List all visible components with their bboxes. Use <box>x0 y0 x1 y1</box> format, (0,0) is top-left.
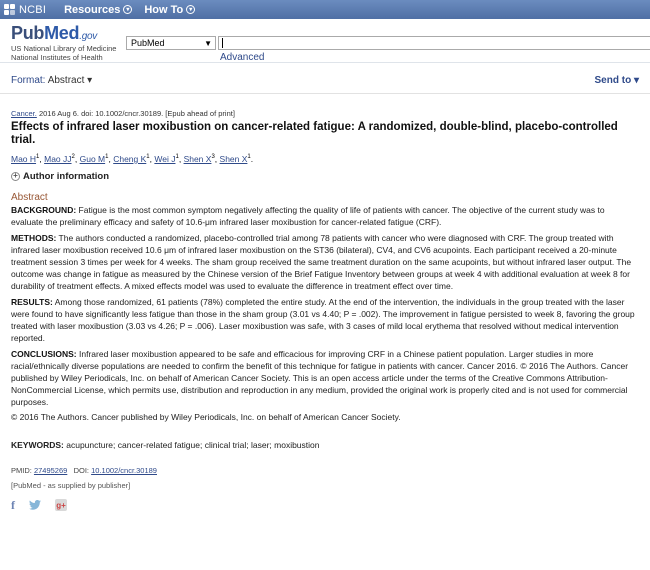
section-text: The authors conducted a randomized, placebo-controlled trial among 78 patients with cancer who were diagnosed with CRF. The group treated with infrared laser moxibustion received 10.6 μm of infrared laser moxibustion on the ST36 (bilateral), CV4, and CV6 acupoints. Each participant received a 20-minute treatment session 3 times per week for 4 weeks. The sham group received the same treatment duration on the same acupoints, but without infrared laser output. The outcome was change in fatigue as measured by the Chinese version of the Brief Fatigue Inventory between groups at week 4 with additional evaluation at week 8 for durability of treatment effects. A mixed effects model was used to evaluate the difference in treatment effect over time. <box>11 232 632 291</box>
section-label: BACKGROUND: <box>11 204 77 215</box>
section-text: Infrared laser moxibustion appeared to be safe and efficacious for improving CRF in a Chinese patient population. Larger studies in more racial/ethnically diverse populations are needed to confirm the benefit of this technique for fatigue in patients with cancer. Cancer 2016. © 2016 The Authors. Cancer published by Wiley Periodicals, Inc. on behalf of American Cancer Society. This is an open access article under the terms of the Creative Commons Attribution-NonCommercial License, which permits use, distribution and reproduction in any medium, provided the original work is properly cited and is not used for commercial purposes. <box>11 348 629 407</box>
section-label: RESULTS: <box>11 296 53 307</box>
expand-plus-icon: + <box>11 172 20 181</box>
author-link[interactable]: Mao JJ <box>44 153 72 164</box>
nlm-line: US National Library of Medicine <box>11 44 117 53</box>
logo-gov: .gov <box>79 31 97 42</box>
article-ids <box>11 466 639 475</box>
format-value: Abstract <box>47 75 85 86</box>
ncbi-logo[interactable] <box>4 4 46 16</box>
format-selector[interactable] <box>11 75 92 86</box>
author-link[interactable]: Shen X <box>183 153 212 164</box>
abstract-results <box>11 296 639 344</box>
copyright-notice: © 2016 The Authors. Cancer published by Wiley Periodicals, Inc. on behalf of American Cancer Society. <box>11 411 401 422</box>
publication-status: [PubMed - as supplied by publisher] <box>11 480 131 490</box>
section-label: CONCLUSIONS: <box>11 348 77 359</box>
section-label: METHODS: <box>11 232 57 243</box>
chevron-down-icon: ▾ <box>186 5 195 14</box>
how-to-menu-label: How To <box>144 3 184 16</box>
send-to-menu[interactable] <box>595 75 639 86</box>
format-label: Format: <box>11 75 46 86</box>
abstract-methods <box>11 232 639 292</box>
keywords-list: acupuncture; cancer-related fatigue; clinical trial; laser; moxibustion <box>63 439 320 450</box>
article-title: Effects of infrared laser moxibustion on cancer-related fatigue: A randomized, double-blind, placebo-controlled trial. <box>11 121 618 146</box>
section-text: Among those randomized, 61 patients (78%) completed the entire study. At the end of the intervention, the individuals in the group treated with the laser were found to have significantly less fatigue than those in the sham group (3.01 vs 4.40; P = .002). The improvement in fatigue persisted to week 8, favoring the group treated with laser moxibustion (3.03 vs 4.26; P = .006). Laser moxibustion was safe, with 3 cases of mild local erythema that resolved without medical intervention reported. <box>11 296 635 343</box>
pmid-link[interactable]: 27495269 <box>33 465 68 475</box>
section-text: Fatigue is the most common symptom negatively affecting the quality of life of patients with cancer. The objective of the current study was to evaluate the preliminary efficacy and safety of 10.6-μm infrared laser moxibustion for cancer-related fatigue (CRF). <box>11 204 605 227</box>
author-link[interactable]: Mao H <box>11 153 37 164</box>
author-link[interactable]: Wei J <box>154 153 176 164</box>
social-share <box>11 498 639 513</box>
text-cursor <box>222 38 223 48</box>
database-select-value: PubMed <box>131 38 165 48</box>
abstract-background <box>11 204 639 228</box>
advanced-search-link[interactable]: Advanced <box>220 52 265 63</box>
resources-menu[interactable] <box>64 4 132 16</box>
ncbi-logo-icon <box>4 4 16 16</box>
chevron-down-icon: ▾ <box>87 75 93 86</box>
citation-line <box>11 109 639 118</box>
facebook-icon[interactable]: f <box>11 497 15 512</box>
citation-details: 2016 Aug 6. doi: 10.1002/cncr.30189. [Epub ahead of print] <box>36 109 235 118</box>
ncbi-top-bar <box>0 0 650 19</box>
search-input[interactable] <box>218 36 650 50</box>
author-link[interactable]: Cheng K <box>113 153 147 164</box>
author-link[interactable]: Shen X <box>219 153 248 164</box>
database-select[interactable] <box>126 36 216 50</box>
abstract-conclusions <box>11 348 639 408</box>
author-information-toggle[interactable] <box>11 171 639 182</box>
how-to-menu[interactable] <box>144 4 195 16</box>
pubmed-logo[interactable] <box>11 23 116 62</box>
doi-label: DOI: <box>73 465 89 475</box>
pubmed-header <box>0 19 650 63</box>
article-content <box>0 109 650 513</box>
journal-link[interactable]: Cancer. <box>11 109 37 118</box>
keywords <box>11 440 639 450</box>
send-to-label: Send to <box>594 75 632 86</box>
doi-link[interactable]: 10.1002/cncr.30189 <box>91 465 157 475</box>
google-plus-icon[interactable]: g+ <box>56 500 66 510</box>
author-information-label: Author information <box>23 170 110 182</box>
chevron-down-icon: ▾ <box>123 5 132 14</box>
resources-menu-label: Resources <box>64 3 121 16</box>
logo-med: Med <box>44 23 80 43</box>
format-bar <box>0 63 650 94</box>
pmid-label: PMID: <box>11 465 32 475</box>
author-list: Mao $H^1$, Mao $JJ^2$, Guo $M^1$, Cheng $K^1$, Wei $J^1$, Shen $X^3$, Shen $X^1$. <box>11 153 254 164</box>
nih-line: National Institutes of Health <box>11 53 103 62</box>
twitter-icon[interactable] <box>29 500 41 510</box>
keywords-label: KEYWORDS: <box>11 439 64 450</box>
chevron-down-icon: ▾ <box>633 75 639 86</box>
author-link[interactable]: Guo M <box>79 153 106 164</box>
dropdown-arrow-icon: ▼ <box>204 39 212 48</box>
ncbi-logo-text: NCBI <box>19 3 47 16</box>
logo-pub: Pub <box>11 23 45 43</box>
abstract-heading: Abstract <box>11 191 48 203</box>
